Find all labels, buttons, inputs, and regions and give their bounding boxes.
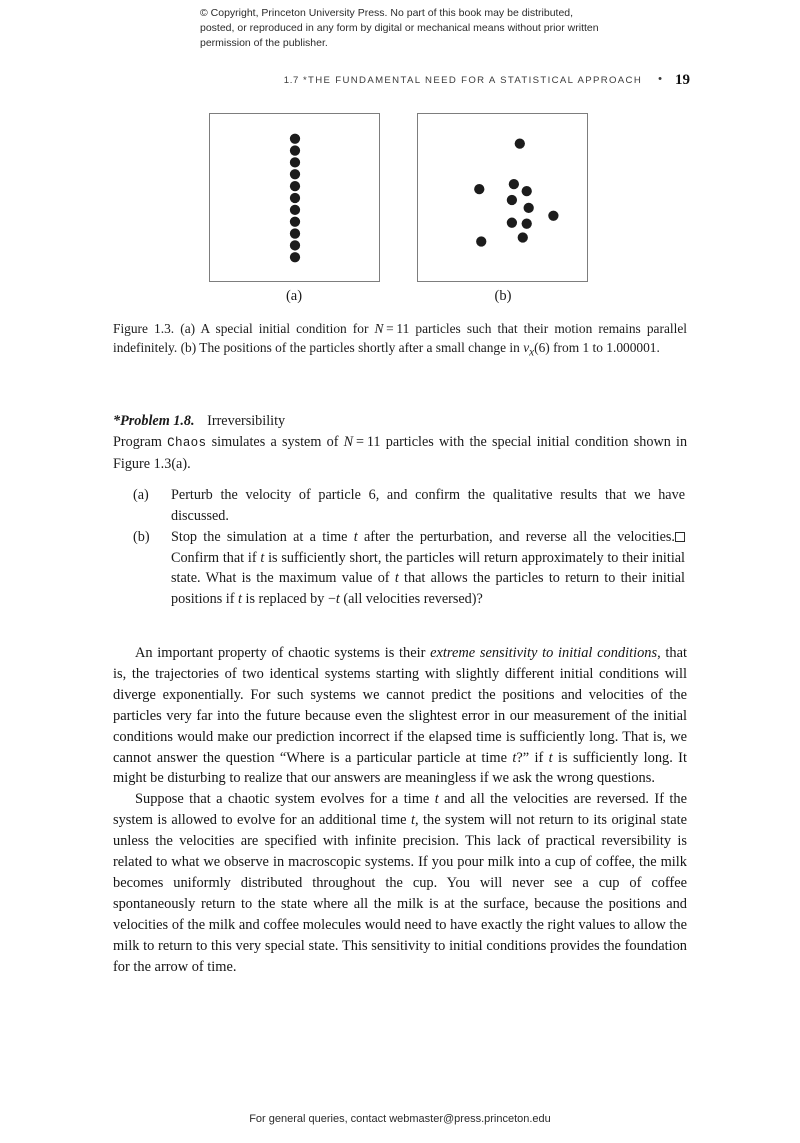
particle-marker: [290, 145, 300, 155]
particle-marker: [290, 134, 300, 144]
caption-a-math: N = 11: [374, 321, 410, 336]
problem-item-list: [133, 485, 685, 610]
figure-caption: [113, 320, 687, 362]
particle-marker: [290, 193, 300, 203]
caption-a-text: (a) A special initial condition for: [180, 321, 369, 336]
particle-marker: [290, 228, 300, 238]
para1-var-t1: t: [512, 749, 517, 766]
panel-a-scatter: [210, 114, 379, 281]
particle-marker: [509, 179, 519, 189]
running-head-section: 1.7: [283, 75, 299, 86]
body-text: [113, 643, 687, 978]
para1-part-a: An important property of chaotic systems is their: [135, 645, 426, 661]
para2-var-t2: t: [410, 812, 415, 829]
problem-intro-part2: simulates a system of: [211, 434, 339, 450]
particle-marker: [548, 211, 558, 221]
para1-part-d: is sufficiently long. It might be disturbing to realize that our answers are meaningless if we ask the wrong questions.: [113, 749, 687, 787]
para1-part-b: , that is, the trajectories of two identical systems starting with slightly different initial conditions will diverge exponentially. For such systems we cannot predict the positions and velocities of the particles very far into the future because even the slightest error in our measurement of the initial conditions would make our prediction incorrect if the elapsed time is sufficiently long. That is, we cannot answer the question “Where is a particular particle at time: [113, 645, 687, 766]
para1-emphasis: extreme sensitivity to initial conditions: [430, 645, 658, 661]
copyright-notice: © Copyright, Princeton University Press. No part of this book may be distributed, posted, or reproduced in any form by digital or mechanical means without prior written permission of the publisher.: [200, 7, 599, 50]
particle-marker: [290, 217, 300, 227]
problem-item-b-text: Stop the simulation at a time t after the perturbation, and reverse all the velocities. Confirm that if t is sufficiently short, the particles will return approximately to their initial state. What is the maximum value of t that allows the particles to return to their initial positions if t is replaced by −t (all velocities reversed)?: [171, 529, 686, 607]
para1-var-t2: t: [548, 749, 553, 766]
problem-intro-math: N = 11: [343, 434, 381, 450]
running-head: [110, 72, 690, 89]
figure-panel-b: [417, 113, 588, 282]
caption-b-cont: from 1 to 1.000001.: [553, 339, 660, 355]
figure-panel-a-label: (a): [285, 288, 303, 304]
caption-a-cont: particles such that their motion remains parallel indefinitely.: [113, 321, 687, 355]
problem-item-b: [133, 527, 685, 609]
running-head-title: *THE FUNDAMENTAL NEED FOR A STATISTICAL APPROACH: [302, 75, 643, 86]
page-number: 19: [675, 72, 690, 88]
para2-part-b: and all the velocities are reversed. If the system is allowed to evolve for an additional time: [113, 791, 687, 829]
problem-item-a: [133, 485, 685, 526]
problem-block: [113, 411, 687, 474]
particle-marker: [522, 186, 532, 196]
particle-marker: [290, 169, 300, 179]
particle-marker: [524, 203, 534, 213]
caption-prefix: Figure 1.3.: [113, 321, 175, 336]
problem-program-name: Chaos: [167, 436, 207, 450]
problem-intro-part3: particles with the special initial condition shown in Figure 1.3(a).: [113, 434, 688, 472]
para2-var-t1: t: [434, 791, 439, 808]
particle-marker: [507, 195, 517, 205]
particle-marker: [476, 236, 486, 246]
particle-marker: [474, 184, 484, 194]
particle-marker: [290, 205, 300, 215]
panel-b-scatter: [418, 114, 587, 281]
figure-panel-b-label: (b): [494, 288, 512, 304]
problem-item-b-marker: (b): [133, 529, 150, 545]
para2-part-c: , the system will not return to its original state unless the velocities are specified with infinite precision. This lack of practical reversibility is related to what we observe in macroscopic systems. If you pour milk into a cup of coffee, the milk becomes uniformly distributed throughout the cup. You will never see a cup of coffee spontaneously return to the state where all the milk is at the surface, because the positions and velocities of the milk and coffee molecules would need to have exactly the right values to allow the milk to return to this very special state. This sensitivity to initial conditions provides the foundation for the arrow of time.: [113, 812, 687, 975]
particle-marker: [290, 181, 300, 191]
problem-item-a-marker: (a): [133, 487, 149, 503]
para2-part-a: Suppose that a chaotic system evolves for a time: [135, 791, 430, 808]
body-paragraph-2: [113, 789, 687, 977]
body-paragraph-1: [113, 643, 687, 789]
para1-part-c: ?” if: [516, 749, 544, 766]
particle-marker: [522, 219, 532, 229]
particle-marker: [290, 252, 300, 262]
end-of-problem-box: [675, 532, 685, 542]
particle-marker: [290, 240, 300, 250]
problem-intro: [113, 432, 687, 474]
footer-notice: For general queries, contact webmaster@press.princeton.edu: [249, 1113, 551, 1125]
particle-marker: [518, 232, 528, 242]
figure-panel-a: [209, 113, 380, 282]
particle-marker: [515, 139, 525, 149]
caption-b-math: $v_x(6)$: [523, 339, 550, 359]
particle-marker: [507, 218, 517, 228]
problem-intro-part1: Program: [113, 434, 162, 450]
problem-heading: [113, 411, 687, 431]
particle-marker: [290, 157, 300, 167]
running-head-separator: •: [658, 73, 662, 85]
problem-item-a-text: Perturb the velocity of particle 6, and confirm the qualitative results that we have discussed.: [171, 487, 685, 524]
caption-b-text: (b) The positions of the particles shortly after a small change in: [180, 339, 520, 355]
problem-label: *Problem 1.8.: [113, 413, 195, 429]
problem-subject: Irreversibility: [207, 413, 286, 429]
